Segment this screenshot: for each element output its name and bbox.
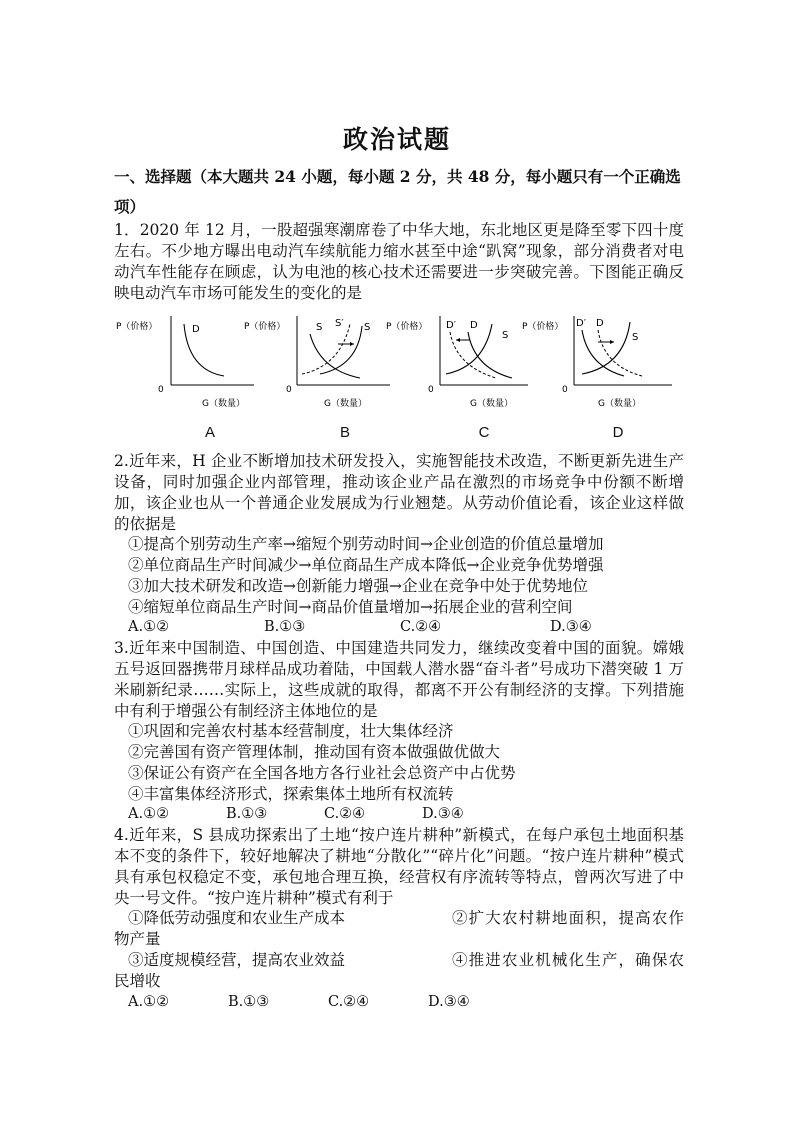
q3-option-1: ①巩固和完善农村基本经营制度，壮大集体经济	[128, 722, 454, 740]
q2-option-4: ④缩短单位商品生产时间→商品价值量增加→拓展企业的营利空间	[128, 598, 573, 616]
q4-option-4: ④推进农业机械化生产，确保农民增收	[114, 951, 684, 990]
q2-answer-d: D.③④	[550, 619, 592, 635]
q3-answer-d: D.③④	[422, 806, 464, 822]
q1-graph-d-label: D	[612, 424, 624, 441]
q3-answer-a: A.①②	[128, 806, 170, 822]
q1-graph-b	[244, 312, 390, 412]
section-heading: 一、选择题（本大题共 24 小题，每小题 2 分，共 48 分，每小题只有一个正确选项）	[114, 167, 681, 216]
q4-answers	[128, 992, 688, 1013]
q2-stem: 2.近年来，H 企业不断增加技术研发投入，实施智能技术改造，不断更新先进生产设备，同时加强企业内部管理，推动该企业产品在激烈的市场竞争中份额不断增加，该企业也从一个普通企业发展成为行业翘楚。从劳动价值论看，该企业这样做的依据是	[114, 452, 684, 533]
q1-graph-d-curve-d2: D	[596, 318, 604, 329]
q1-graph-d	[522, 312, 672, 412]
q1-graph-d-xaxis: G（数量）	[598, 399, 641, 409]
q1-graph-a-yaxis: P（价格）	[116, 322, 158, 332]
q2-answer-c: C.②④	[400, 619, 442, 635]
q1-graph-a-curve-d: D	[192, 324, 200, 335]
q1-graph-c-curve-d1: D′	[446, 320, 456, 331]
q1-graph-b-curve-s3: S	[364, 322, 371, 333]
q2-option-1: ①提高个别劳动生产率→缩短个别劳动时间→企业创造的价值总量增加	[128, 535, 604, 553]
q1-graph-c-origin: 0	[428, 385, 434, 395]
q2-answer-a: A.①②	[128, 619, 170, 635]
q1-graph-b-curve-s2: S′	[335, 318, 344, 329]
q1-graph-b-label: B	[339, 424, 350, 441]
q1-stem: 1．2020 年 12 月，一股超强寒潮席卷了中华大地，东北地区更是降至零下四十度左右。不少地方曝出电动汽车续航能力缩水甚至中途“趴窝”现象，部分消费者对电动汽车性能存在顾虑，认为电池的核心技术还需要进一步突破完善。下图能正确反映电动汽车市场可能发生的变化的是	[114, 221, 684, 302]
q1-graph-c-curve-s: S	[502, 330, 509, 341]
q1-graph-c-label: C	[478, 424, 490, 441]
q2-answer-b: B.①③	[264, 619, 306, 635]
q3-option-4: ④丰富集体经济形式，探索集体土地所有权流转	[128, 785, 454, 803]
q1-graph-a-xaxis: G（数量）	[202, 399, 245, 409]
q1-graph-c-yaxis: P（价格）	[386, 322, 428, 332]
q4-answer-b: B.①③	[228, 994, 270, 1010]
q1-graph-d-curve-s: S	[632, 332, 639, 343]
q1-graph-b-yaxis: P（价格）	[244, 322, 286, 332]
q4-option-1: ①降低劳动强度和农业生产成本	[128, 909, 346, 927]
q3-answer-c: C.②④	[324, 806, 366, 822]
page-title: 政治试题	[342, 125, 451, 154]
q1-graph-c	[388, 312, 528, 412]
q4-option-2: ②扩大农村耕地面积，提高农作物产量	[114, 909, 684, 948]
q1-graph-a	[114, 312, 254, 412]
q4-stem: 4.近年来，S 县成功探索出了土地“按户连片耕种”新模式，在每户承包土地面积基本不变的条件下，较好地解决了耕地“分散化”“碎片化”问题。“按户连片耕种”模式具有承包权稳定不变，承包地合理互换，经营权有序流转等特点，曾两次写进了中央一号文件。“按户连片耕种”模式有利于	[114, 826, 684, 907]
q4-answer-c: C.②④	[328, 994, 370, 1010]
q3-option-2: ②完善国有资产管理体制，推动国有资本做强做优做大	[128, 743, 501, 761]
q2-answers	[128, 617, 688, 638]
q1-graph-a-origin: 0	[158, 385, 164, 395]
q1-graph-d-origin: 0	[562, 385, 568, 395]
q1-graph-c-xaxis: G（数量）	[470, 399, 513, 409]
q2-option-3: ③加大技术研发和改造→创新能力增强→企业在竞争中处于优势地位	[128, 577, 588, 595]
q4-option-3: ③适度规模经营，提高农业效益	[128, 951, 346, 969]
q3-answer-b: B.①③	[226, 806, 268, 822]
q3-answers	[128, 804, 688, 825]
q1-graph-d-yaxis: P（价格）	[522, 322, 564, 332]
q4-answer-d: D.③④	[428, 994, 470, 1010]
q3-option-3: ③保证公有资产在全国各地方各行业社会总资产中占优势	[128, 764, 516, 782]
q1-graph-c-curve-d2: D	[470, 320, 478, 331]
q1-graph-b-origin: 0	[286, 385, 292, 395]
q1-graph-a-label: A	[204, 424, 215, 441]
q4-answer-a: A.①②	[128, 994, 170, 1010]
q1-graph-b-xaxis: G（数量）	[324, 399, 367, 409]
q2-option-2: ②单位商品生产时间减少→单位商品生产成本降低→企业竞争优势增强	[128, 556, 604, 574]
q3-stem: 3.近年来中国制造、中国创造、中国建造共同发力，继续改变着中国的面貌。嫦娥五号返回器携带月球样品成功着陆，中国载人潜水器“奋斗者”号成功下潜突破 1 万米刷新纪录……实际上，这些成就的取得，都离不开公有制经济的支撑。下列措施中有利于增强公有制经济主体地位的是	[114, 639, 684, 720]
q1-graph-b-curve-s1: S	[316, 322, 323, 333]
q1-graph-d-curve-d1: D′	[576, 318, 586, 329]
